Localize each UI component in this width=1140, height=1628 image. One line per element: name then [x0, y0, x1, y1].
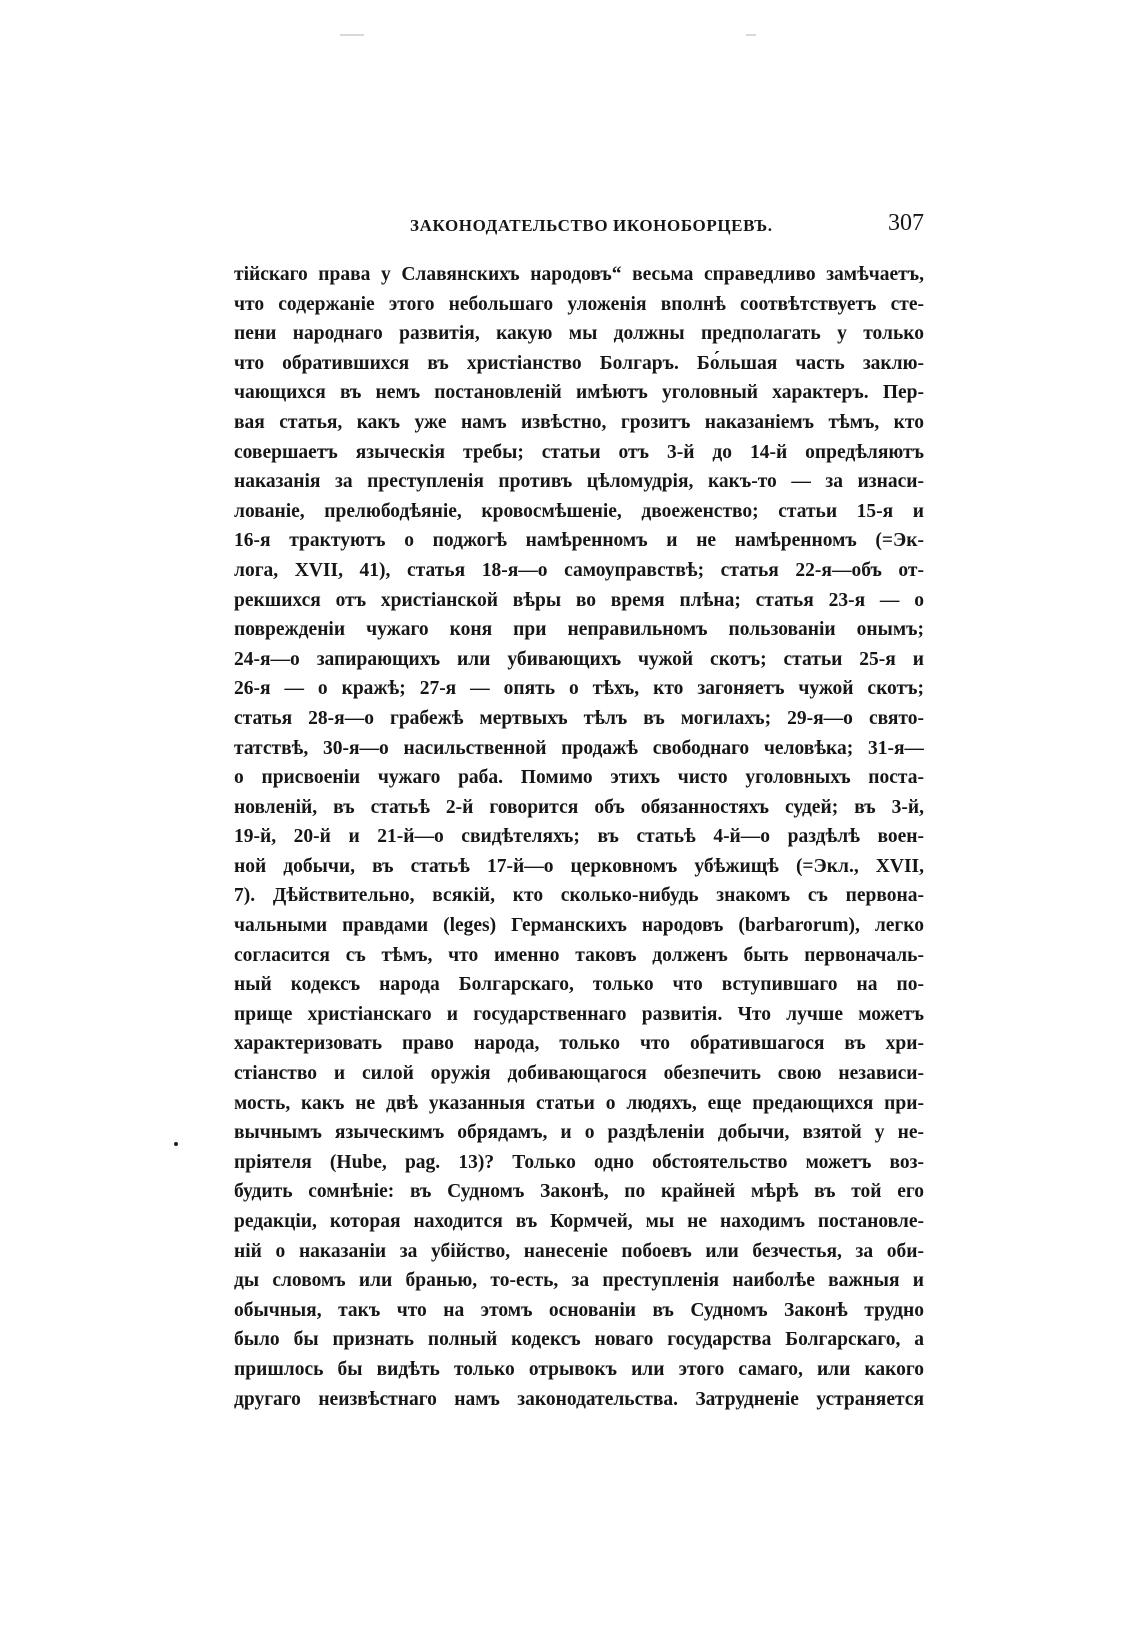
- body-text: [234, 260, 924, 1414]
- text-line: 16-я трактуютъ о поджогѣ намѣренномъ и не намѣренномъ (=Эк-: [234, 530, 924, 552]
- text-line: другаго неизвѣстнаго намъ законодательства. Затрудненіе устраняется: [234, 1388, 924, 1410]
- text-line: рекшихся отъ христіанской вѣры во время плѣна; статья 23-я — о: [234, 589, 924, 611]
- text-line: чальными правдами (leges) Германскихъ народовъ (barbarorum), легко: [234, 915, 924, 937]
- text-line: чающихся въ немъ постановленій имѣютъ уголовный характеръ. Пер-: [234, 382, 924, 404]
- text-line: будить сомнѣніе: въ Судномъ Законѣ, по крайней мѣрѣ въ той его: [234, 1181, 924, 1203]
- text-line: совершаетъ языческія требы; статьи отъ 3-й до 14-й опредѣляютъ: [234, 441, 924, 463]
- text-line: характеризовать право народа, только что обратившагося въ хри-: [234, 1033, 924, 1055]
- text-line: ный кодексъ народа Болгарскаго, только что вступившаго на по-: [234, 974, 924, 996]
- text-line: лога, XVII, 41), статья 18-я—о самоуправствѣ; статья 22-я—объ от-: [234, 559, 924, 581]
- text-line: мость, какъ не двѣ указанныя статьи о людяхъ, еще предающихся при-: [234, 1092, 924, 1114]
- scan-artifact-left: [340, 34, 364, 36]
- text-line: новленій, въ статьѣ 2-й говорится объ обязанностяхъ судей; въ 3-й,: [234, 796, 924, 818]
- text-line: о присвоеніи чужаго раба. Помимо этихъ чисто уголовныхъ поста-: [234, 767, 924, 789]
- text-line: пришлось бы видѣть только отрывокъ или этого самаго, или какого: [234, 1358, 924, 1380]
- text-line: ды словомъ или бранью, то-есть, за преступленія наиболѣе важныя и: [234, 1270, 924, 1292]
- margin-mark: [174, 1142, 178, 1146]
- text-line: вая статья, какъ уже намъ извѣстно, грозитъ наказаніемъ тѣмъ, кто: [234, 411, 924, 433]
- text-line: статья 28-я—о грабежѣ мертвыхъ тѣлъ въ могилахъ; 29-я—о свято-: [234, 707, 924, 729]
- text-line: пени народнаго развитія, какую мы должны предполагать у только: [234, 323, 924, 345]
- text-line: согласится съ тѣмъ, что именно таковъ долженъ быть первоначаль-: [234, 944, 924, 966]
- text-line: наказанія за преступленія противъ цѣломудрія, какъ-то — за изнаси-: [234, 471, 924, 493]
- text-line: стіанство и силой оружія добивающагося обезпечить свою независи-: [234, 1063, 924, 1085]
- text-line: что содержаніе этого небольшаго уложенія вполнѣ соотвѣтствуетъ сте-: [234, 293, 924, 315]
- running-title: ЗАКОНОДАТЕЛЬСТВО ИКОНОБОРЦЕВЪ.: [410, 216, 773, 235]
- text-line: ной добычи, въ статьѣ 17-й—о церковномъ убѣжищѣ (=Экл., XVII,: [234, 855, 924, 877]
- text-line: 7). Дѣйствительно, всякій, кто сколько-нибудь знакомъ съ первона-: [234, 885, 924, 907]
- text-line: прище христіанскаго и государственнаго развитія. Что лучше можетъ: [234, 1003, 924, 1025]
- text-line: 26-я — о кражѣ; 27-я — опять о тѣхъ, кто загоняетъ чужой скотъ;: [234, 678, 924, 700]
- text-line: ній о наказаніи за убійство, нанесеніе побоевъ или безчестья, за оби-: [234, 1240, 924, 1262]
- text-line: пріятеля (Hube, pag. 13)? Только одно обстоятельство можетъ воз-: [234, 1151, 924, 1173]
- text-line: поврежденіи чужаго коня при неправильномъ пользованіи онымъ;: [234, 619, 924, 641]
- page-header: [234, 210, 924, 246]
- text-line: тійскаго права у Славянскихъ народовъ“ весьма справедливо замѣчаетъ,: [234, 264, 924, 285]
- text-line: что обратившихся въ христіанство Болгаръ. Бо́льшая часть заклю-: [234, 352, 924, 374]
- text-line: было бы признать полный кодексъ новаго государства Болгарскаго, а: [234, 1329, 924, 1351]
- text-line: 24-я—о запирающихъ или убивающихъ чужой скотъ; статьи 25-я и: [234, 648, 924, 670]
- page-number: 307: [888, 210, 924, 236]
- text-line: татствѣ, 30-я—о насильственной продажѣ свободнаго человѣка; 31-я—: [234, 737, 924, 759]
- text-line: редакціи, которая находится въ Кормчей, мы не находимъ постановле-: [234, 1211, 924, 1232]
- text-line: вычнымъ языческимъ обрядамъ, и о раздѣленіи добычи, взятой у не-: [234, 1122, 924, 1144]
- text-line: лованіе, прелюбодѣяніе, кровосмѣшеніе, двоеженство; статьи 15-я и: [234, 500, 924, 522]
- text-line: 19-й, 20-й и 21-й—о свидѣтеляхъ; въ статьѣ 4-й—о раздѣлѣ воен-: [234, 826, 924, 848]
- text-line: обычныя, такъ что на этомъ основаніи въ Судномъ Законѣ трудно: [234, 1299, 924, 1321]
- scan-artifact-right: [746, 34, 756, 36]
